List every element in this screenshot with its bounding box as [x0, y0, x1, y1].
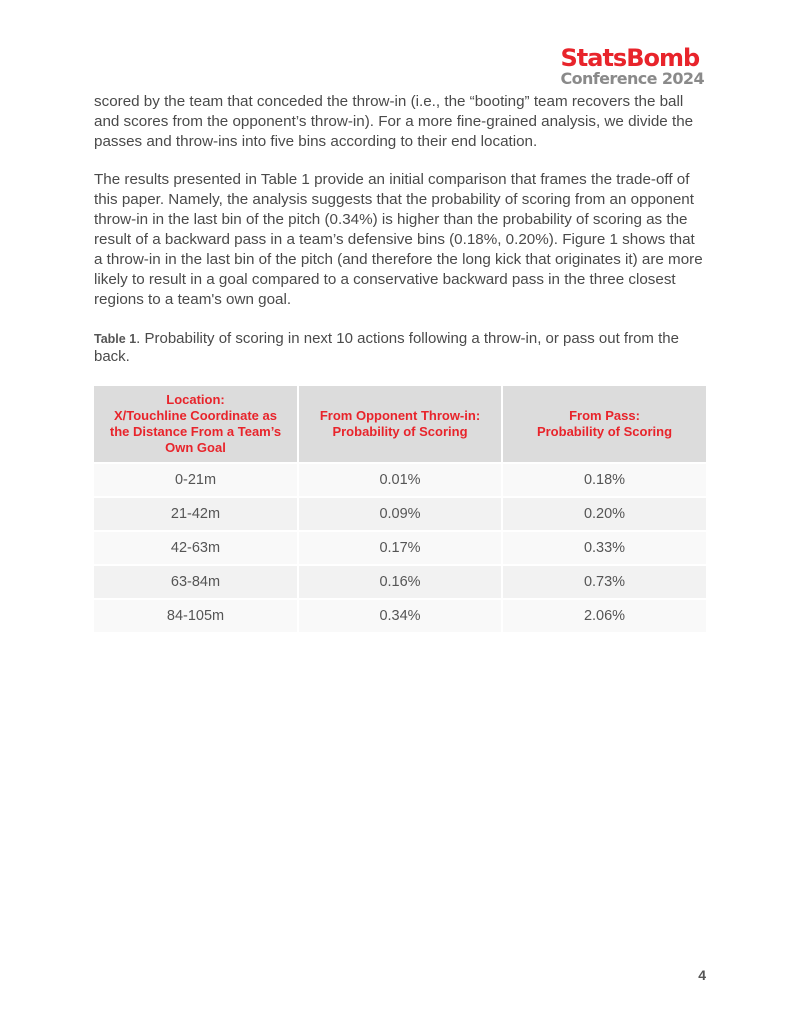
cell-location: 63-84m: [94, 565, 298, 599]
table-caption: [94, 330, 706, 366]
cell-throw-in: 0.17%: [298, 531, 502, 565]
header-location-line-1: Location:: [166, 392, 225, 407]
table-caption-text: . Probability of scoring in next 10 actions following a throw-in, or pass out from the back.: [94, 330, 679, 365]
cell-pass: 0.33%: [502, 531, 706, 565]
table-header-row: [94, 386, 706, 463]
body-paragraph-2: The results presented in Table 1 provide an initial comparison that frames the trade-off of this paper. Namely, the analysis suggests that the probability of scoring from an opponent throw-in in the last bin of the pitch (0.34%) is higher than the probability of scoring as the result of a backward pass in a team’s defensive bins (0.18%, 0.20%). Figure 1 shows that a throw-in in the last bin of the pitch (and therefore the long kick that originates it) are more likely to result in a goal compared to a conservative backward pass in the three closest regions to a team's own goal.: [94, 171, 703, 308]
table-row: [94, 565, 706, 599]
header-throw-in-line-1: From Opponent Throw-in:: [319, 408, 481, 423]
header-pass: [502, 386, 706, 463]
header-location-line-2: X/Touchline Coordinate as: [113, 408, 277, 423]
table-row: [94, 531, 706, 565]
cell-pass: 0.73%: [502, 565, 706, 599]
table-caption-label: Table 1: [94, 332, 137, 346]
header-throw-in: [298, 386, 502, 463]
cell-location: 21-42m: [94, 497, 298, 531]
statsbomb-conference-logo: [560, 46, 704, 87]
page-number: 4: [698, 967, 706, 983]
header-pass-line-2: Probability of Scoring: [536, 424, 673, 439]
header-location-line-3: the Distance From a Team’s: [109, 424, 282, 439]
header-location-line-4: Own Goal: [165, 440, 226, 455]
cell-throw-in: 0.01%: [298, 463, 502, 497]
cell-throw-in: 0.34%: [298, 599, 502, 633]
cell-throw-in: 0.09%: [298, 497, 502, 531]
table-row: [94, 599, 706, 633]
table-row: [94, 497, 706, 531]
header-location: [94, 386, 298, 463]
header-pass-line-1: From Pass:: [569, 408, 640, 423]
page-content: [94, 92, 706, 634]
cell-location: 42-63m: [94, 531, 298, 565]
cell-throw-in: 0.16%: [298, 565, 502, 599]
logo-subtitle: Conference 2024: [560, 69, 704, 88]
cell-location: 84-105m: [94, 599, 298, 633]
header-throw-in-line-2: Probability of Scoring: [332, 424, 468, 439]
logo-title: StatsBomb: [560, 44, 700, 72]
cell-pass: 0.18%: [502, 463, 706, 497]
cell-pass: 0.20%: [502, 497, 706, 531]
cell-location: 0-21m: [94, 463, 298, 497]
cell-pass: 2.06%: [502, 599, 706, 633]
table-row: [94, 463, 706, 497]
body-paragraph-1: scored by the team that conceded the throw-in (i.e., the “booting” team recovers the ball and scores from the opponent’s throw-in). For a more fine-grained analysis, we divide the passes and throw-ins into five bins according to their end location.: [94, 93, 694, 150]
results-table: [94, 386, 706, 634]
